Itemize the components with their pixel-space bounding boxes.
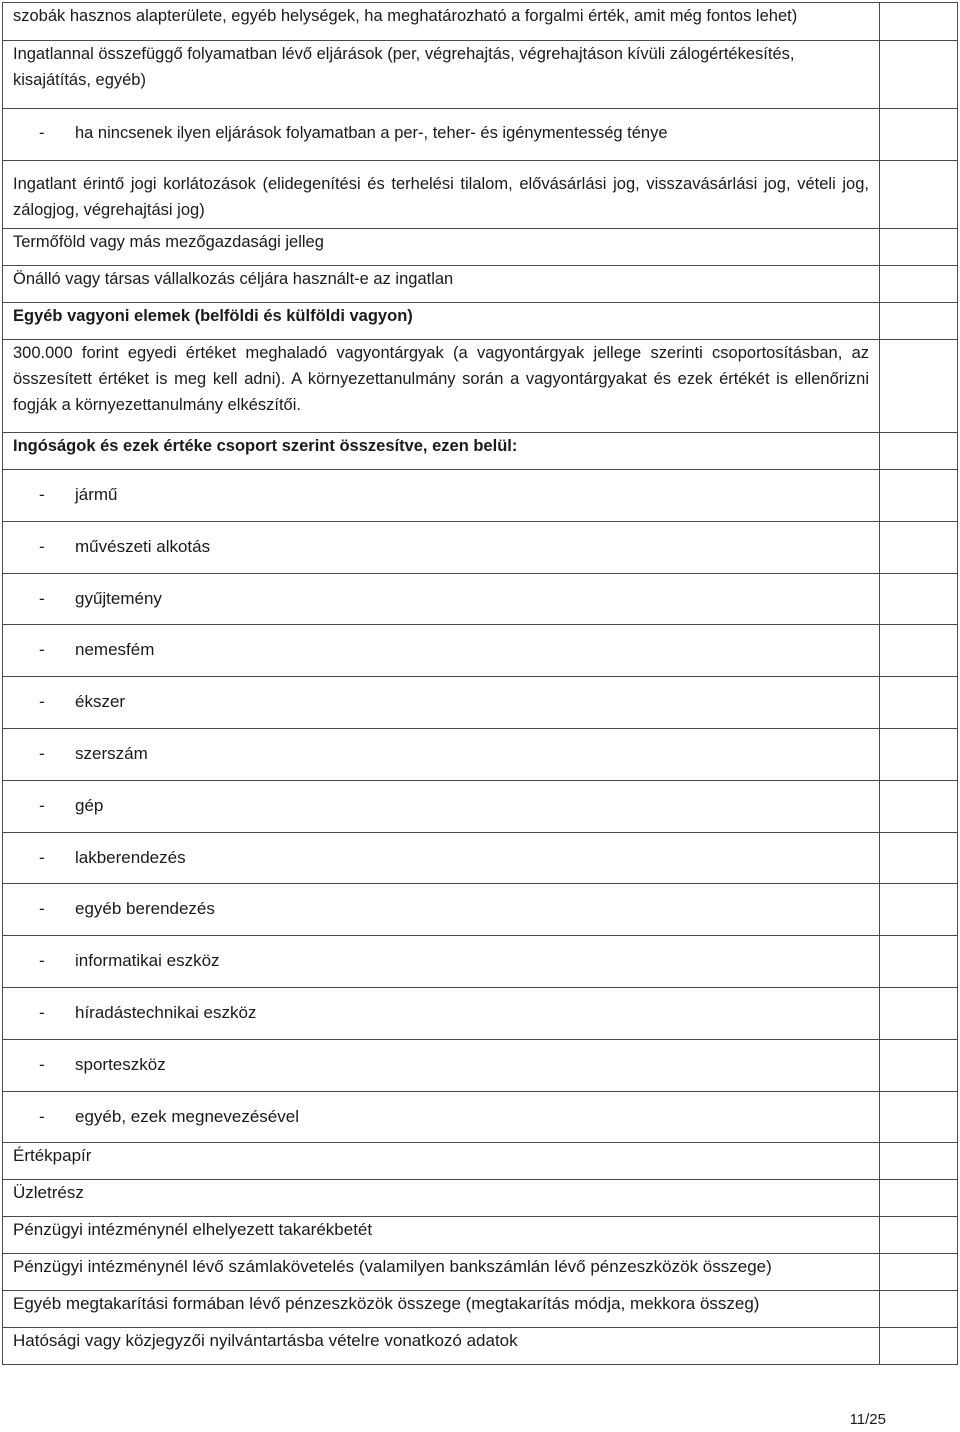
table-row: [3, 1254, 958, 1291]
answer-cell[interactable]: [880, 625, 958, 677]
list-item: [3, 573, 880, 625]
answer-cell[interactable]: [880, 987, 958, 1039]
list-item-label: gyűjtemény: [75, 588, 162, 608]
answer-cell[interactable]: [880, 1254, 958, 1291]
list-dash: -: [39, 951, 45, 971]
answer-cell[interactable]: [880, 229, 958, 266]
list-item-label: jármű: [75, 485, 118, 504]
section-heading: Ingóságok és ezek értéke csoport szerint összesítve, ezen belül:: [3, 433, 880, 470]
row-text: Termőföld vagy más mezőgazdasági jelleg: [3, 229, 880, 266]
list-dash: -: [39, 588, 45, 608]
row-text: Pénzügyi intézménynél elhelyezett takarékbetét: [3, 1217, 880, 1254]
row-text: Ingatlannal összefüggő folyamatban lévő eljárások (per, végrehajtás, végrehajtáson kívüli zálogértékesítés, kisajátítás, egyéb): [3, 41, 880, 109]
list-item-label: informatikai eszköz: [75, 951, 220, 971]
row-text: Üzletrész: [3, 1180, 880, 1217]
answer-cell[interactable]: [880, 266, 958, 303]
list-item-label: egyéb berendezés: [75, 899, 215, 919]
table-row: [3, 109, 958, 161]
list-item-label: gép: [75, 795, 104, 815]
row-text: 300.000 forint egyedi értéket meghaladó vagyontárgyak (a vagyontárgyak jellege szerinti csoportosításban, az összesített értéket is meg kell adni). A környezettanulmány során a vagyontárgyakat és ezek értékét is ellenőrizni fogják a környezettanulmány elkészítői.: [3, 340, 880, 433]
list-item-label: szerszám: [75, 743, 148, 763]
answer-cell[interactable]: [880, 1180, 958, 1217]
table-row: [3, 340, 958, 433]
answer-cell[interactable]: [880, 470, 958, 522]
table-row: [3, 1328, 958, 1365]
list-dash: -: [39, 124, 45, 142]
list-item: [3, 987, 880, 1039]
list-row: [3, 573, 958, 625]
list-item-label: sporteszköz: [75, 1054, 166, 1074]
table-row: [3, 3, 958, 41]
list-dash: -: [39, 1106, 45, 1126]
list-row: [3, 1039, 958, 1091]
list-item: [3, 780, 880, 832]
list-dash: -: [39, 1002, 45, 1022]
list-item: [3, 625, 880, 677]
document-table: [2, 2, 958, 1365]
answer-cell[interactable]: [880, 109, 958, 161]
list-row: [3, 677, 958, 729]
row-text: Pénzügyi intézménynél lévő számlakövetelés (valamilyen bankszámlán lévő pénzeszközök összege): [3, 1254, 880, 1291]
list-item: [3, 936, 880, 988]
answer-cell[interactable]: [880, 780, 958, 832]
answer-cell[interactable]: [880, 936, 958, 988]
list-item-label: nemesfém: [75, 640, 155, 660]
answer-cell[interactable]: [880, 728, 958, 780]
list-item-label: egyéb, ezek megnevezésével: [75, 1106, 299, 1126]
answer-cell[interactable]: [880, 573, 958, 625]
list-row: [3, 521, 958, 573]
table-row: [3, 1217, 958, 1254]
list-item: [3, 728, 880, 780]
list-row: [3, 884, 958, 936]
row-text: Ingatlant érintő jogi korlátozások (elidegenítési és terhelési tilalom, elővásárlási jog, visszavásárlási jog, vételi jog, zálogjog, végrehajtási jog): [3, 161, 880, 229]
table-row: [3, 1291, 958, 1328]
answer-cell[interactable]: [880, 677, 958, 729]
table-row: [3, 266, 958, 303]
answer-cell[interactable]: [880, 832, 958, 884]
list-row: [3, 625, 958, 677]
table-row: [3, 229, 958, 266]
row-text: Hatósági vagy közjegyzői nyilvántartásba vételre vonatkozó adatok: [3, 1328, 880, 1365]
list-dash: -: [39, 743, 45, 763]
list-row: [3, 780, 958, 832]
list-item-label: lakberendezés: [75, 847, 186, 867]
list-item: [3, 832, 880, 884]
answer-cell[interactable]: [880, 161, 958, 229]
table-row: [3, 161, 958, 229]
answer-cell[interactable]: [880, 884, 958, 936]
list-dash: -: [39, 847, 45, 867]
list-dash: -: [39, 536, 45, 556]
list-item: [3, 1039, 880, 1091]
answer-cell[interactable]: [880, 521, 958, 573]
list-row: [3, 728, 958, 780]
list-dash: -: [39, 899, 45, 919]
list-item: [3, 470, 880, 522]
list-item-label: híradástechnikai eszköz: [75, 1002, 257, 1022]
list-row: [3, 832, 958, 884]
list-dash: -: [39, 640, 45, 660]
row-text: Egyéb megtakarítási formában lévő pénzeszközök összege (megtakarítás módja, mekkora összeg): [3, 1291, 880, 1328]
answer-cell[interactable]: [880, 1143, 958, 1180]
list-row: [3, 470, 958, 522]
row-text: szobák hasznos alapterülete, egyéb helységek, ha meghatározható a forgalmi érték, amit még fontos lehet): [3, 3, 880, 41]
list-item: [3, 884, 880, 936]
list-item: [3, 677, 880, 729]
list-dash: -: [39, 1054, 45, 1074]
table-row: [3, 303, 958, 340]
page-number: 11/25: [849, 1411, 886, 1428]
row-text: Értékpapír: [3, 1143, 880, 1180]
list-row: [3, 1091, 958, 1143]
row-label: ha nincsenek ilyen eljárások folyamatban a per-, teher- és igénymentesség ténye: [75, 124, 668, 142]
list-dash: -: [39, 692, 45, 712]
answer-cell[interactable]: [880, 1091, 958, 1143]
table-row: [3, 433, 958, 470]
table-row: [3, 1143, 958, 1180]
table-row: [3, 41, 958, 109]
list-item-label: művészeti alkotás: [75, 536, 211, 556]
answer-cell[interactable]: [880, 3, 958, 41]
list-item: [3, 1091, 880, 1143]
answer-cell[interactable]: [880, 1217, 958, 1254]
answer-cell[interactable]: [880, 303, 958, 340]
list-item: [3, 521, 880, 573]
list-item-label: ékszer: [75, 692, 126, 712]
answer-cell[interactable]: [880, 41, 958, 109]
row-text: Önálló vagy társas vállalkozás céljára használt-e az ingatlan: [3, 266, 880, 303]
answer-cell[interactable]: [880, 340, 958, 433]
section-heading: Egyéb vagyoni elemek (belföldi és külföldi vagyon): [3, 303, 880, 340]
list-dash: -: [39, 795, 45, 815]
answer-cell[interactable]: [880, 1328, 958, 1365]
list-row: [3, 936, 958, 988]
row-text: [3, 109, 880, 161]
list-row: [3, 987, 958, 1039]
answer-cell[interactable]: [880, 1039, 958, 1091]
answer-cell[interactable]: [880, 1291, 958, 1328]
table-row: [3, 1180, 958, 1217]
answer-cell[interactable]: [880, 433, 958, 470]
list-dash: -: [39, 485, 45, 504]
